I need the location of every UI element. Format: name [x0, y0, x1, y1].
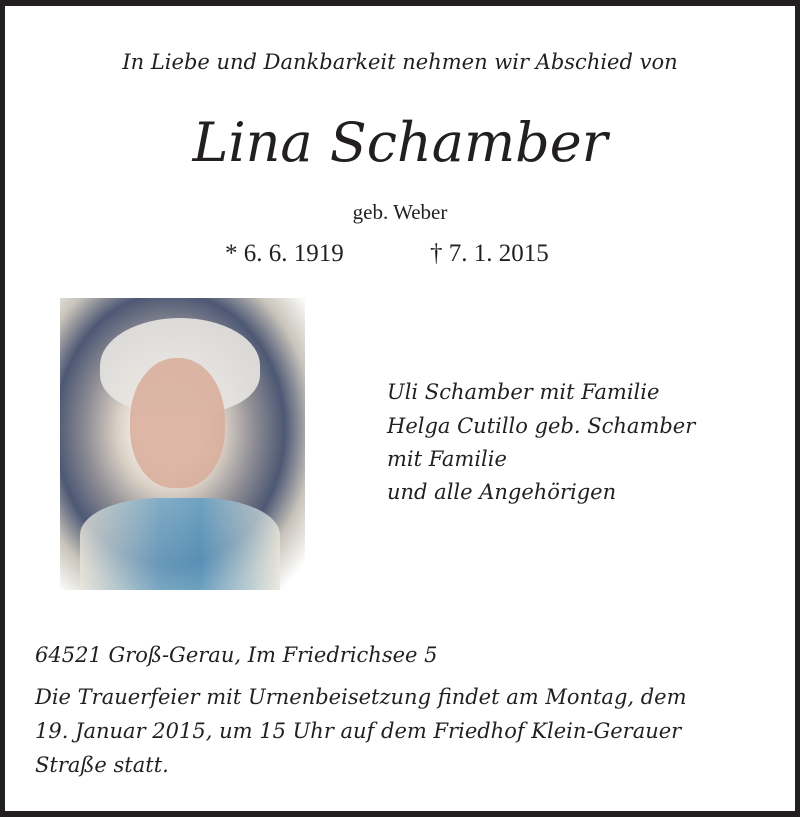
- death-date: † 7. 1. 2015: [430, 240, 549, 267]
- obituary-card: [5, 6, 795, 811]
- photo-clothing: [80, 498, 280, 590]
- photo-face: [130, 358, 225, 488]
- mourner-line: und alle Angehörigen: [387, 480, 617, 504]
- funeral-line: 19. Januar 2015, um 15 Uhr auf dem Friedhof Klein-Gerauer: [35, 719, 682, 743]
- funeral-line: Straße statt.: [35, 753, 169, 777]
- deceased-name: Lina Schamber: [192, 111, 608, 174]
- mourner-line: mit Familie: [387, 447, 507, 471]
- address: 64521 Groß-Gerau, Im Friedrichsee 5: [35, 643, 438, 667]
- mourner-line: Uli Schamber mit Familie: [387, 380, 660, 404]
- portrait-photo: [60, 298, 305, 590]
- maiden-name: geb. Weber: [352, 200, 448, 224]
- intro-text: In Liebe und Dankbarkeit nehmen wir Abschied von: [122, 50, 678, 74]
- funeral-line: Die Trauerfeier mit Urnenbeisetzung findet am Montag, dem: [35, 685, 687, 709]
- mourner-line: Helga Cutillo geb. Schamber: [387, 414, 696, 438]
- birth-date: * 6. 6. 1919: [225, 240, 344, 267]
